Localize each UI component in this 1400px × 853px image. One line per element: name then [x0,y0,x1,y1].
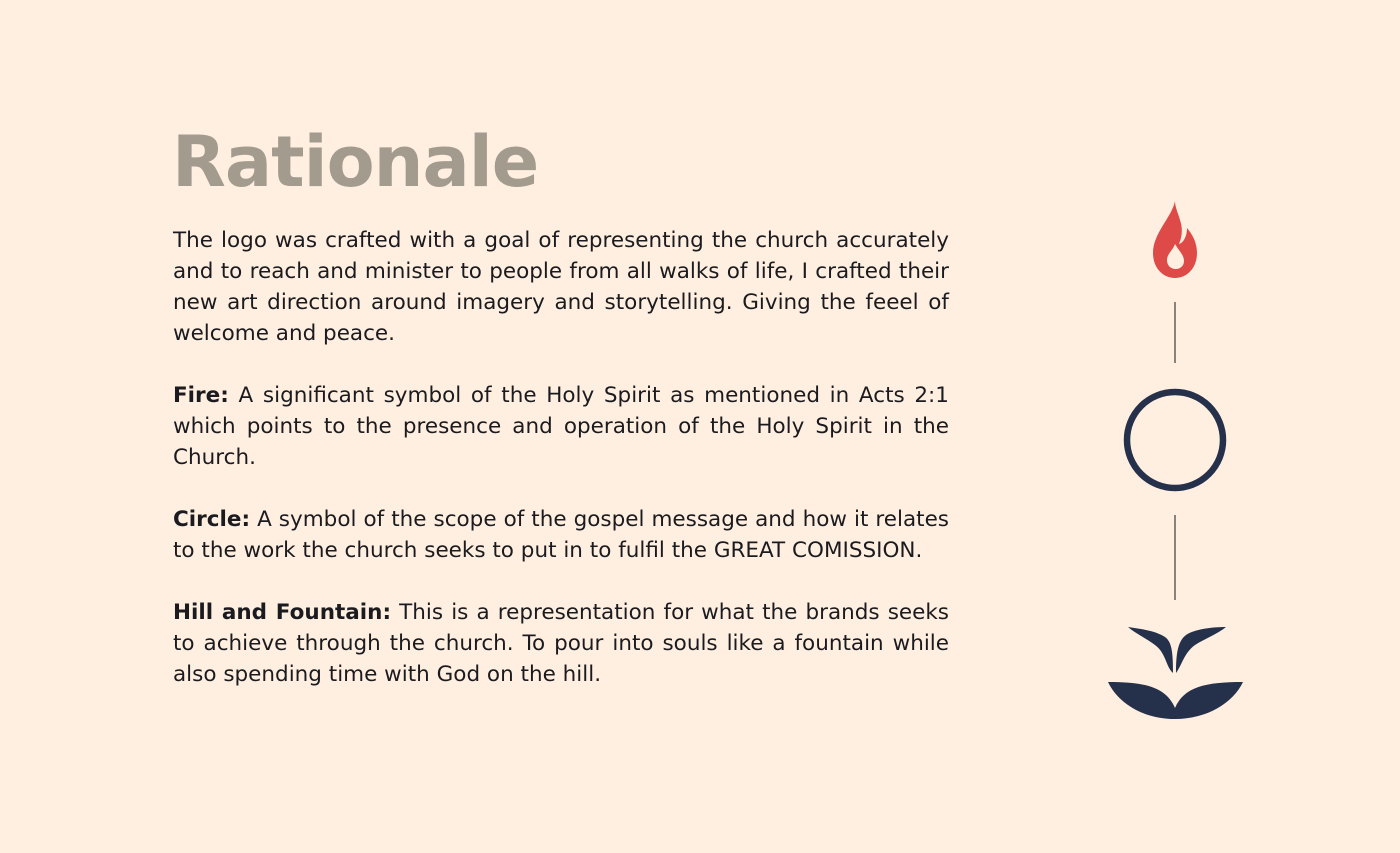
circle-paragraph [173,504,949,566]
hill-fountain-paragraph [173,597,949,690]
flame-icon [1153,201,1197,278]
circle-description: A symbol of the scope of the gospel message and how it relates to the work the church seeks to put in to fulfil the GREAT COMISSION. [173,507,949,563]
hill-shape [1108,682,1243,719]
page-title: Rationale [172,121,539,203]
fountain-right-spray [1176,627,1226,673]
hill-fountain-description: This is a representation for what the brands seeks to achieve through the church. To pour into souls like a fountain while also spending time with God on the hill. [173,600,949,687]
circle-term: Circle: [173,507,251,532]
fire-paragraph [173,380,949,473]
hill-fountain-term: Hill and Fountain: [173,600,392,625]
rationale-text [173,225,949,721]
fire-term: Fire: [173,383,229,408]
logo-elements-graphic [1100,195,1250,725]
circle-icon [1127,392,1223,488]
logo-elements-column [1100,195,1250,725]
fountain-left-spray [1128,627,1173,673]
hill-fountain-icon [1108,627,1243,719]
fire-description: A significant symbol of the Holy Spirit as mentioned in Acts 2:1 which points to the presence and operation of the Holy Spirit in the Church. [173,383,949,470]
intro-paragraph: The logo was crafted with a goal of representing the church accurately and to reach and minister to people from all walks of life, I crafted their new art direction around imagery and storytelling. Giving the feeel of welcome and peace. [173,228,949,346]
